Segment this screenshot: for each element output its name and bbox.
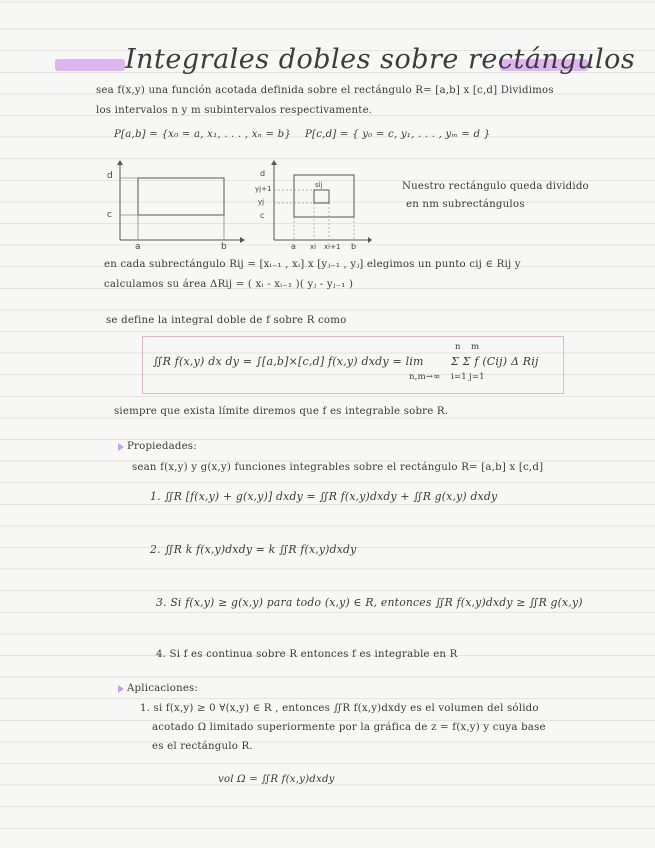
intro-line-1: sea f(x,y) una función acotada definida sobre el rectángulo R= [a,b] x [c,d] Dividimos bbox=[96, 85, 554, 96]
diagram-right-label-a: a bbox=[291, 242, 296, 250]
definition-sum-upper-2: m bbox=[471, 342, 480, 352]
definition-formula: ∬R f(x,y) dx dy = ∫[a,b]×[c,d] f(x,y) dxdy = lim bbox=[153, 355, 424, 368]
definition-box bbox=[142, 336, 564, 394]
diagram-right-label-c: c bbox=[260, 211, 265, 220]
property-2: 2. ∬R k f(x,y)dxdy = k ∬R f(x,y)dxdy bbox=[150, 543, 357, 556]
definition-sum-lower-1: i=1 bbox=[451, 372, 467, 382]
subrect-line-1: en cada subrectángulo Rij = [xᵢ₋₁ , xᵢ] x [yⱼ₋₁ , yⱼ] elegimos un punto cij ∈ Rij y bbox=[104, 259, 521, 270]
application-1-line-2: acotado Ω limitado superiormente por la gráfica de z = f(x,y) y cuya base bbox=[152, 722, 546, 733]
diagram-right-label-d: d bbox=[260, 169, 266, 178]
partition-ab: P[a,b] = {x₀ = a, x₁, . . . , xₙ = b} bbox=[114, 129, 292, 140]
rectangle-diagram-left bbox=[100, 160, 245, 250]
diagram-right-label-b: b bbox=[351, 242, 357, 250]
diagram-caption-2: en nm subrectángulos bbox=[406, 199, 525, 210]
diagram-left-label-b: b bbox=[221, 242, 227, 250]
volume-formula: vol Ω = ∬R f(x,y)dxdy bbox=[218, 774, 335, 785]
title-block bbox=[55, 40, 636, 84]
application-1-line-1: 1. si f(x,y) ≥ 0 ∀(x,y) ∈ R , entonces ∬R f(x,y)dxdy es el volumen del sólido bbox=[140, 703, 539, 714]
definition-intro: se define la integral doble de f sobre R como bbox=[106, 315, 347, 326]
definition-sum: Σ Σ f (Cij) Δ Rij bbox=[451, 355, 539, 368]
subrect-line-2: calculamos su área ΔRij = ( xᵢ - xᵢ₋₁ )( yⱼ - yⱼ₋₁ ) bbox=[104, 279, 354, 290]
applications-bullet-icon bbox=[118, 685, 124, 693]
properties-bullet-icon bbox=[118, 443, 124, 451]
properties-heading: Propiedades: bbox=[127, 441, 197, 452]
definition-sum-upper-1: n bbox=[455, 342, 461, 352]
diagram-right-label-yj: yj bbox=[258, 198, 265, 206]
property-1: 1. ∬R [f(x,y) + g(x,y)] dxdy = ∬R f(x,y)dxdy + ∬R g(x,y) dxdy bbox=[150, 490, 498, 503]
diagram-left-label-d: d bbox=[107, 171, 113, 181]
application-1-line-3: es el rectángulo R. bbox=[152, 741, 253, 752]
diagram-right-label-xi1: xi+1 bbox=[324, 243, 341, 250]
diagram-right-label-yj1: yj+1 bbox=[255, 185, 272, 193]
definition-sum-lower-2: j=1 bbox=[469, 372, 485, 382]
properties-intro: sean f(x,y) y g(x,y) funciones integrables sobre el rectángulo R= [a,b] x [c,d] bbox=[132, 462, 544, 473]
diagram-right-label-sij: sij bbox=[315, 181, 323, 189]
property-3: 3. Si f(x,y) ≥ g(x,y) para todo (x,y) ∈ R, entonces ∬R f(x,y)dxdy ≥ ∬R g(x,y) bbox=[156, 596, 583, 609]
applications-heading: Aplicaciones: bbox=[127, 683, 199, 694]
partition-cd: P[c,d] = { y₀ = c, y₁, . . . , yₘ = d } bbox=[305, 129, 491, 140]
definition-limit-sub: n,m→∞ bbox=[409, 372, 441, 382]
diagram-right-label-xi: xi bbox=[310, 243, 317, 250]
page-title: Integrales dobles sobre rectángulos bbox=[125, 44, 636, 75]
property-4: 4. Si f es continua sobre R entonces f es integrable en R bbox=[156, 649, 458, 660]
rectangle-diagram-right bbox=[252, 160, 372, 250]
title-highlight-left bbox=[55, 59, 125, 71]
integrable-note: siempre que exista límite diremos que f es integrable sobre R. bbox=[114, 406, 449, 417]
intro-line-2: los intervalos n y m subintervalos respectivamente. bbox=[96, 105, 373, 116]
diagram-caption-1: Nuestro rectángulo queda dividido bbox=[402, 181, 589, 192]
diagram-left-label-c: c bbox=[107, 210, 112, 220]
diagram-left-label-a: a bbox=[135, 242, 141, 250]
